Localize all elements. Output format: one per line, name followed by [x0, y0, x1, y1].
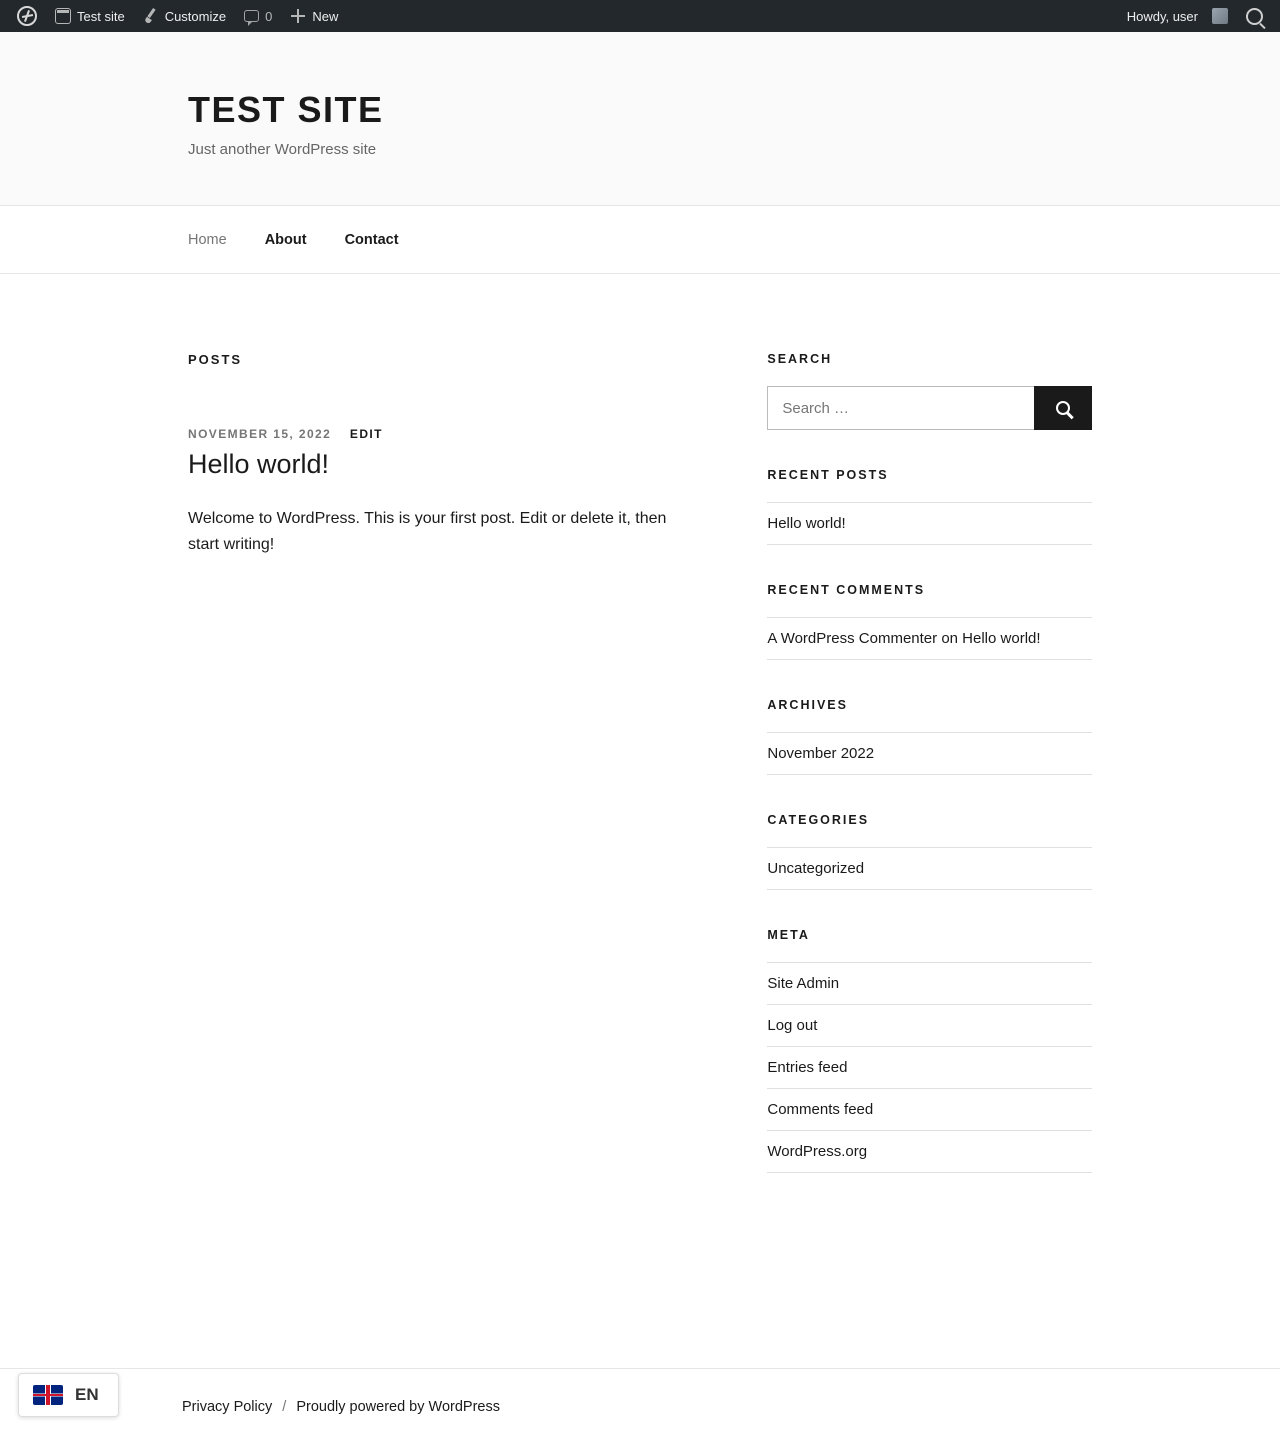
search-form — [767, 386, 1092, 430]
page-title[interactable]: TEST SITE — [188, 89, 384, 130]
content-area — [188, 274, 1092, 1291]
recent-posts-list — [767, 502, 1092, 545]
meta-link-entries-feed[interactable]: Entries feed — [767, 1059, 848, 1076]
brush-icon — [143, 8, 159, 24]
footer-inner — [0, 1399, 1280, 1415]
footer-separator: / — [282, 1399, 287, 1415]
comment-on-label: on — [941, 630, 958, 647]
language-switcher[interactable] — [18, 1373, 119, 1417]
plus-icon — [290, 8, 306, 24]
admin-bar-howdy-label: Howdy, user — [1126, 8, 1198, 24]
recent-post-link[interactable]: Hello world! — [767, 515, 846, 532]
nav-item-home[interactable] — [188, 231, 227, 249]
admin-bar-my-account[interactable] — [1118, 0, 1237, 32]
widget-title-recent-posts: RECENT POSTS — [767, 468, 889, 482]
admin-bar-customize-label: Customize — [164, 8, 227, 24]
uk-flag-icon — [33, 1385, 63, 1405]
nav-item-about[interactable] — [265, 231, 307, 249]
list-item[interactable] — [767, 1131, 1092, 1173]
post-title[interactable]: Hello world! — [188, 449, 330, 479]
list-item[interactable] — [767, 847, 1092, 890]
post-article — [188, 427, 767, 557]
list-item[interactable] — [767, 1047, 1092, 1089]
recent-comments-list — [767, 617, 1092, 660]
site-tagline: Just another WordPress site — [188, 141, 377, 158]
sidebar — [767, 352, 1092, 1211]
language-code-label: EN — [75, 1385, 99, 1404]
widget-categories — [767, 813, 1092, 890]
site-footer — [0, 1368, 1280, 1445]
site-header-inner — [0, 89, 1280, 158]
archive-link[interactable]: November 2022 — [767, 745, 875, 762]
list-item[interactable] — [767, 1005, 1092, 1047]
meta-link-wordpress-org[interactable]: WordPress.org — [767, 1143, 868, 1160]
comment-author-link[interactable]: A WordPress Commenter — [767, 630, 938, 647]
category-link[interactable]: Uncategorized — [767, 860, 865, 877]
admin-bar-search-button[interactable] — [1237, 0, 1272, 32]
meta-link-log-out[interactable]: Log out — [767, 1017, 818, 1034]
admin-bar-new-label: New — [312, 8, 339, 24]
footer-privacy-link[interactable]: Privacy Policy — [182, 1399, 273, 1415]
archive-heading: POSTS — [188, 352, 243, 367]
widget-title-search: SEARCH — [767, 352, 833, 366]
nav-link-contact[interactable]: Contact — [344, 231, 399, 248]
content-wrapper — [0, 274, 1280, 1291]
search-input[interactable] — [767, 386, 1034, 430]
list-item[interactable] — [767, 502, 1092, 545]
widget-title-archives: ARCHIVES — [767, 698, 848, 712]
nav-inner — [0, 231, 1280, 249]
widget-title-categories: CATEGORIES — [767, 813, 870, 827]
nav-link-about[interactable]: About — [264, 231, 307, 248]
avatar — [1212, 8, 1228, 24]
categories-list — [767, 847, 1092, 890]
search-icon — [1056, 401, 1070, 415]
widget-title-meta: META — [767, 928, 810, 942]
admin-bar-item-new[interactable] — [281, 0, 347, 32]
nav-list — [188, 231, 1092, 249]
comment-post-link[interactable]: Hello world! — [962, 630, 1041, 647]
site-icon — [55, 8, 71, 24]
post-date[interactable]: NOVEMBER 15, 2022 — [188, 427, 332, 441]
admin-bar-item-comments[interactable] — [235, 0, 281, 32]
widget-recent-comments — [767, 583, 1092, 660]
list-item[interactable] — [767, 617, 1092, 660]
meta-link-site-admin[interactable]: Site Admin — [767, 975, 840, 992]
main-content — [188, 352, 767, 1211]
meta-link-comments-feed[interactable]: Comments feed — [767, 1101, 874, 1118]
widget-search — [767, 352, 1092, 430]
admin-bar-item-site[interactable] — [46, 0, 134, 32]
footer-credit-link[interactable]: Proudly powered by WordPress — [296, 1399, 500, 1415]
post-edit-link[interactable]: EDIT — [349, 427, 383, 441]
wordpress-logo-icon — [17, 6, 37, 26]
list-item[interactable] — [767, 1089, 1092, 1131]
admin-bar — [0, 0, 1280, 32]
meta-list — [767, 962, 1092, 1173]
admin-bar-item-customize[interactable] — [134, 0, 235, 32]
widget-meta — [767, 928, 1092, 1173]
list-item[interactable] — [767, 732, 1092, 775]
site-header — [0, 32, 1280, 206]
list-item[interactable] — [767, 962, 1092, 1005]
comment-bubble-icon — [244, 10, 259, 22]
search-submit-button[interactable] — [1034, 386, 1092, 430]
widget-recent-posts — [767, 468, 1092, 545]
widget-archives — [767, 698, 1092, 775]
nav-link-home[interactable]: Home — [188, 231, 227, 248]
admin-bar-wp-logo[interactable] — [8, 0, 46, 32]
primary-navigation — [0, 206, 1280, 274]
archives-list — [767, 732, 1092, 775]
admin-bar-comment-count: 0 — [265, 8, 273, 24]
widget-title-recent-comments: RECENT COMMENTS — [767, 583, 926, 597]
nav-item-contact[interactable] — [345, 231, 399, 249]
post-excerpt: Welcome to WordPress. This is your first post. Edit or delete it, then start writing! — [188, 510, 667, 553]
post-meta — [188, 427, 767, 441]
admin-bar-right — [1118, 0, 1272, 32]
search-icon — [1246, 8, 1263, 25]
admin-bar-site-label: Test site — [77, 8, 125, 24]
